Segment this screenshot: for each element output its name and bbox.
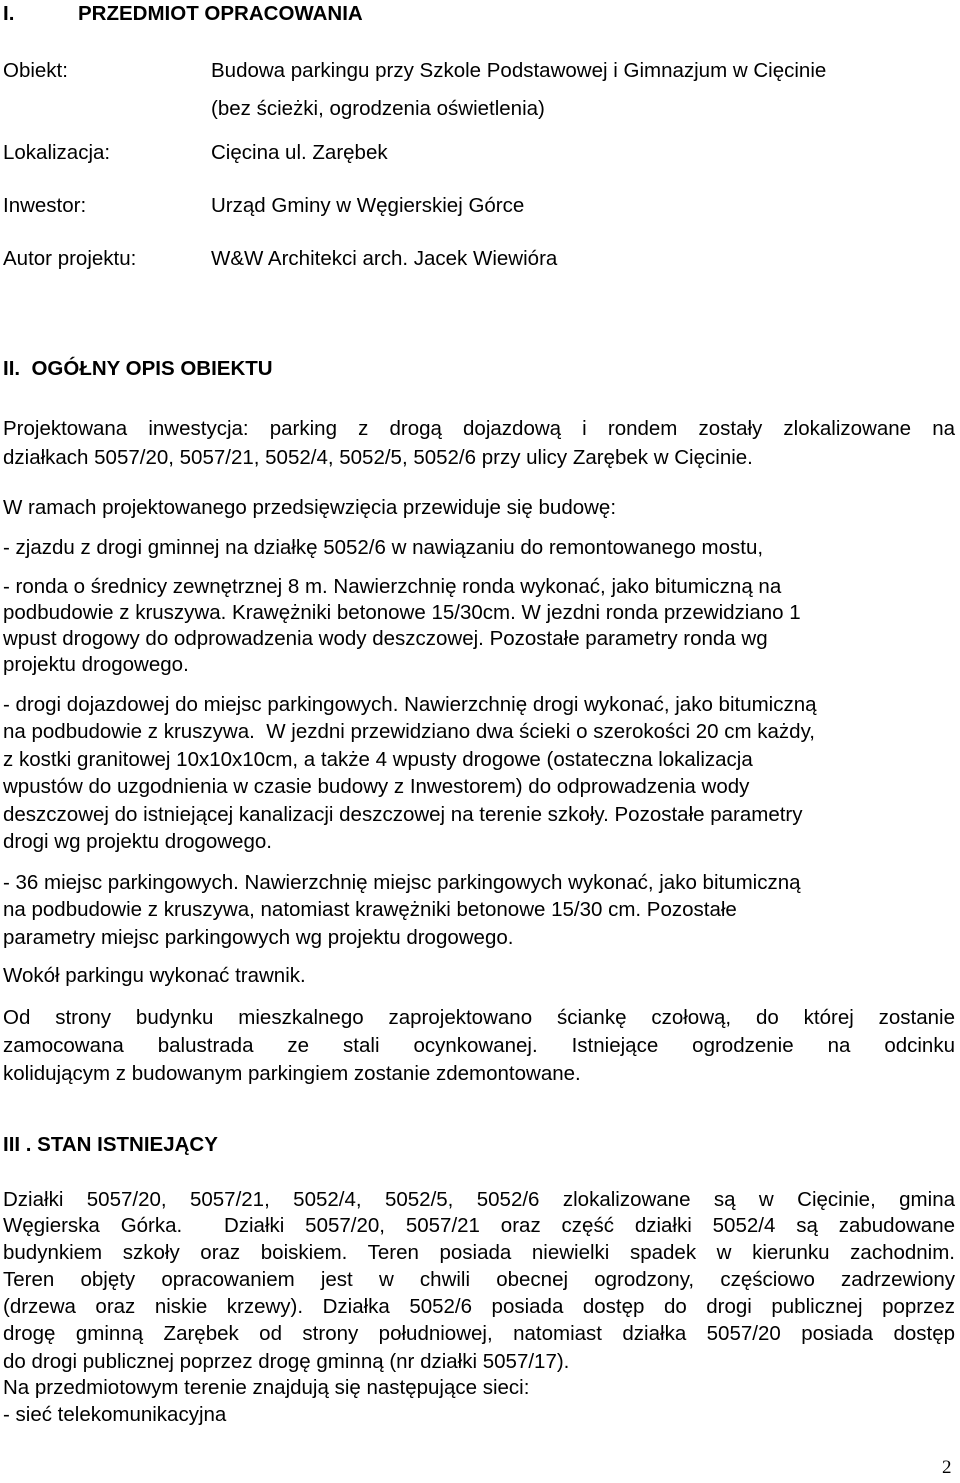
paragraph-line: zamocowana balustrada ze stali ocynkowanej. Istniejące ogrodzenie na odcinku xyxy=(3,1034,955,1057)
value-obiekt-note: (bez ścieżki, ogrodzenia oświetlenia) xyxy=(211,97,545,120)
paragraph-line: parametry miejsc parkingowych wg projektu drogowego. xyxy=(3,926,514,949)
paragraph-line: Teren objęty opracowaniem jest w chwili obecnej ogrodzony, częściowo zadrzewiony xyxy=(3,1268,955,1291)
section-1-number: I. xyxy=(3,2,15,25)
page-number: 2 xyxy=(942,1457,952,1478)
paragraph-line: Projektowana inwestycja: parking z drogą dojazdową i rondem zostały zlokalizowane na xyxy=(3,417,955,440)
label-obiekt: Obiekt: xyxy=(3,59,68,82)
value-autor: W&W Architekci arch. Jacek Wiewióra xyxy=(211,247,558,270)
list-item: - drogi dojazdowej do miejsc parkingowych. Nawierzchnię drogi wykonać, jako bitumiczną xyxy=(3,693,817,716)
paragraph-line: budynkiem szkoły oraz boiskiem. Teren posiada niewielki spadek w kierunku zachodnim. xyxy=(3,1241,955,1264)
paragraph-line: projektu drogowego. xyxy=(3,653,189,676)
paragraph-line: na podbudowie z kruszywa. W jezdni przewidziano dwa ścieki o szerokości 20 cm każdy, xyxy=(3,720,816,743)
label-lokalizacja: Lokalizacja: xyxy=(3,141,111,164)
paragraph-line: Działki 5057/20, 5057/21, 5052/4, 5052/5, 5052/6 zlokalizowane są w Cięcinie, gmina xyxy=(3,1188,955,1211)
label-inwestor: Inwestor: xyxy=(3,194,87,217)
paragraph-line: działkach 5057/20, 5057/21, 5052/4, 5052/5, 5052/6 przy ulicy Zarębek w Cięcinie. xyxy=(3,446,753,469)
list-item: - ronda o średnicy zewnętrznej 8 m. Nawierzchnię ronda wykonać, jako bitumiczną na xyxy=(3,575,782,598)
paragraph-line: do drogi publicznej poprzez drogę gminną (nr działki 5057/17). xyxy=(3,1350,570,1373)
value-inwestor: Urząd Gminy w Węgierskiej Górce xyxy=(211,194,525,217)
list-item: - sieć telekomunikacyjna xyxy=(3,1403,227,1426)
paragraph-line: wpustów do uzgodnienia w czasie budowy z Inwestorem) do odprowadzenia wody xyxy=(3,775,750,798)
paragraph-line: Wokół parkingu wykonać trawnik. xyxy=(3,964,306,987)
paragraph-line: (drzewa oraz niskie krzewy). Działka 5052/6 posiada dostęp do drogi publicznej poprzez xyxy=(3,1295,955,1318)
paragraph-line: drogę gminną Zarębek od strony południowej, natomiast działka 5057/20 posiada dostęp xyxy=(3,1322,955,1345)
paragraph-line: podbudowie z kruszywa. Krawężniki betonowe 15/30cm. W jezdni ronda przewidziano 1 xyxy=(3,601,801,624)
value-obiekt: Budowa parkingu przy Szkole Podstawowej i Gimnazjum w Cięcinie xyxy=(211,59,827,82)
paragraph-line: na podbudowie z kruszywa, natomiast krawężniki betonowe 15/30 cm. Pozostałe xyxy=(3,898,737,921)
paragraph-line: deszczowej do istniejącej kanalizacji deszczowej na terenie szkoły. Pozostałe parametry xyxy=(3,803,803,826)
value-lokalizacja: Cięcina ul. Zarębek xyxy=(211,141,388,164)
paragraph-line: z kostki granitowej 10x10x10cm, a także 4 wpusty drogowe (ostateczna lokalizacja xyxy=(3,748,753,771)
list-item: - 36 miejsc parkingowych. Nawierzchnię miejsc parkingowych wykonać, jako bitumiczną xyxy=(3,871,801,894)
paragraph-line: Na przedmiotowym terenie znajdują się następujące sieci: xyxy=(3,1376,530,1399)
list-item: - zjazdu z drogi gminnej na działkę 5052/6 w nawiązaniu do remontowanego mostu, xyxy=(3,536,764,559)
section-3-heading: III . STAN ISTNIEJĄCY xyxy=(3,1133,218,1156)
paragraph-line: kolidującym z budowanym parkingiem zostanie zdemontowane. xyxy=(3,1062,581,1085)
paragraph-line: W ramach projektowanego przedsięwzięcia przewiduje się budowę: xyxy=(3,496,617,519)
label-autor: Autor projektu: xyxy=(3,247,137,270)
section-1-title: PRZEDMIOT OPRACOWANIA xyxy=(78,2,363,25)
paragraph-line: drogi wg projektu drogowego. xyxy=(3,830,272,853)
paragraph-line: Od strony budynku mieszkalnego zaprojektowano ściankę czołową, do której zostanie xyxy=(3,1006,955,1029)
paragraph-line: wpust drogowy do odprowadzenia wody deszczowej. Pozostałe parametry ronda wg xyxy=(3,627,768,650)
paragraph-line: Węgierska Górka. Działki 5057/20, 5057/21 oraz część działki 5052/4 są zabudowane xyxy=(3,1214,955,1237)
section-2-heading: II. OGÓŁNY OPIS OBIEKTU xyxy=(3,357,273,380)
